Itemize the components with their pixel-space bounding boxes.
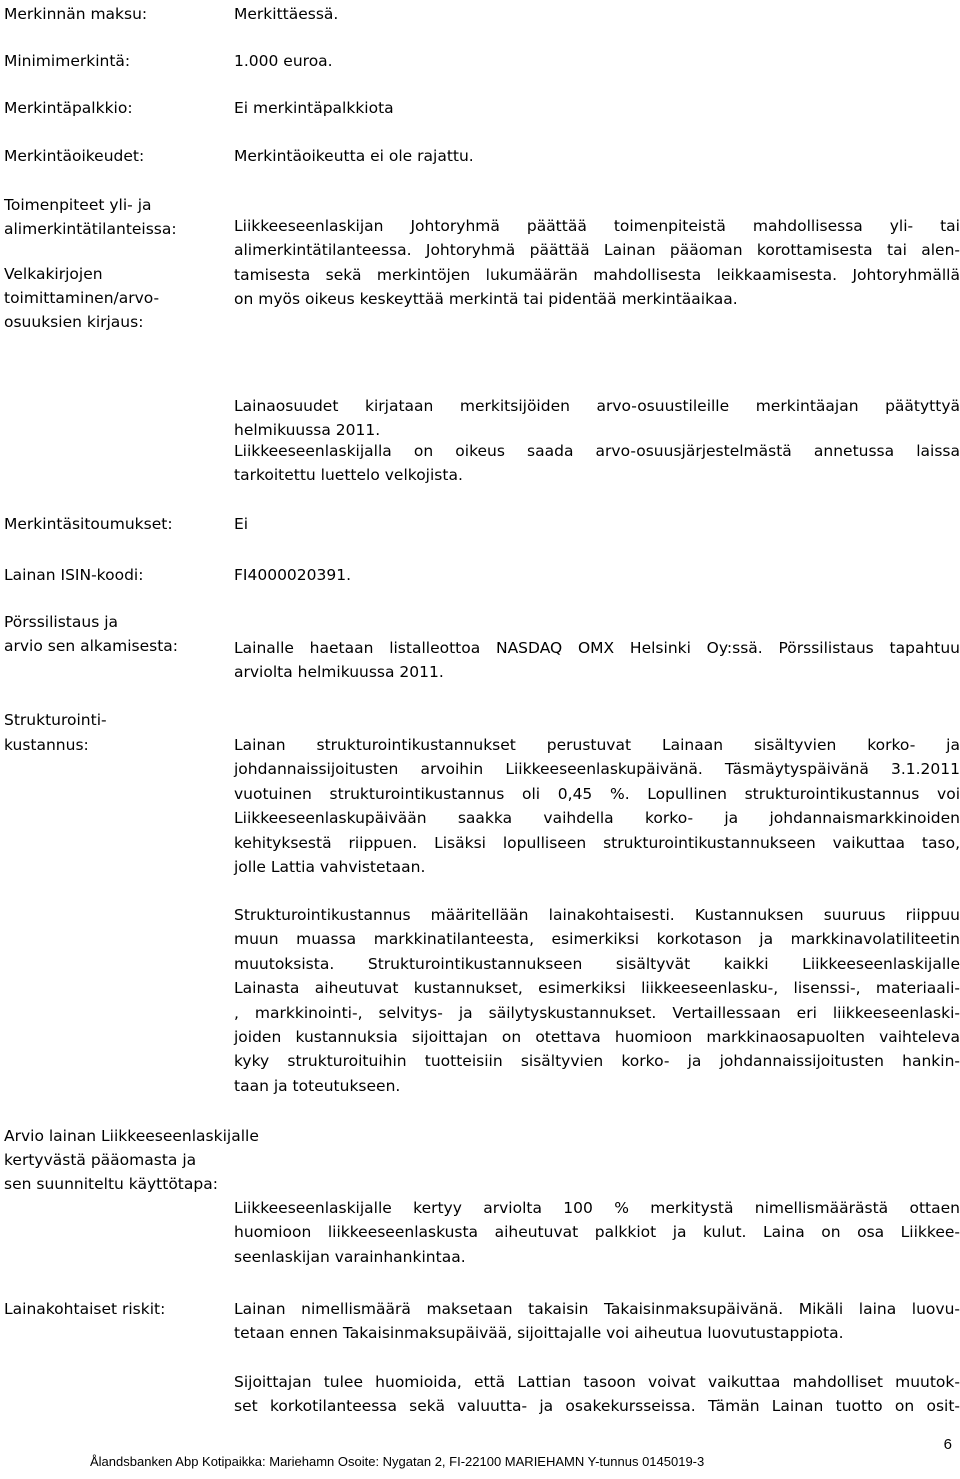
field-label: kertyvästä pääomasta ja [4, 1151, 197, 1169]
field-label: Minimimerkintä: [4, 52, 131, 70]
field-label: Velkakirjojen [4, 265, 103, 283]
field-paragraph [234, 214, 960, 312]
field-label: Merkintäsitoumukset: [4, 515, 173, 533]
text-line: Lainan nimellismäärä maksetaan takaisin Takaisinmaksupäivänä. Mikäli laina luovu- [234, 1300, 960, 1318]
field-value: Merkintäoikeutta ei ole rajattu. [234, 147, 474, 165]
field-value: Merkittäessä. [234, 5, 339, 23]
text-line: muun muassa markkinatilanteesta, esimerkiksi korkotason ja markkinavolatiliteetin [234, 930, 960, 949]
field-label: kustannus: [4, 736, 89, 754]
text-line: joiden kustannuksia sijoittajan on otettava huomioon markkinaosapuolten vaihteleva [234, 1027, 960, 1046]
text-line: tamisesta sekä merkintöjen lukumäärän mahdollisesta leikkaamisesta. Johtoryhmällä [234, 265, 960, 284]
field-paragraph [234, 636, 960, 685]
field-label: Toimenpiteet yli- ja [4, 196, 152, 214]
text-line: on myös oikeus keskeyttää merkintä tai pidentää merkintäaikaa. [234, 290, 738, 309]
text-line: tarkoitettu luettelo velkojista. [234, 466, 463, 485]
field-label: osuuksien kirjaus: [4, 313, 144, 331]
field-label: alimerkintätilanteissa: [4, 220, 177, 238]
field-label: Arvio lainan Liikkeeseenlaskijalle [4, 1127, 259, 1145]
text-line: Liikkeeseenlaskijan Johtoryhmä päättää toimenpiteistä mahdollisessa yli- tai [234, 217, 960, 235]
text-line: johdannaissijoitusten arvoihin Liikkeeseenlaskupäivänä. Täsmäytyspäivänä 3.1.2011 [234, 760, 960, 779]
field-paragraph [234, 439, 960, 488]
field-label: Merkinnän maksu: [4, 5, 148, 23]
field-label: Merkintäpalkkio: [4, 99, 133, 117]
text-line: muutoksista. Strukturointikustannukseen sisältyvät kaikki Liikkeeseenlaskijalle [234, 954, 960, 973]
field-paragraph [234, 1196, 960, 1269]
text-line: seenlaskijan varainhankintaa. [234, 1247, 466, 1266]
field-label: toimittaminen/arvo- [4, 289, 160, 307]
field-label: Lainan ISIN-koodi: [4, 566, 144, 584]
field-paragraph [234, 733, 960, 879]
field-label: Merkintäoikeudet: [4, 147, 145, 165]
text-line: , markkinointi-, selvitys- ja säilytyskustannukset. Vertaillessaan eri liikkeeseenlaski- [234, 1003, 960, 1022]
text-line: kehityksestä riippuen. Lisäksi lopulliseen strukturointikustannukseen vaikuttaa taso, [234, 833, 960, 852]
field-paragraph [234, 903, 960, 1098]
field-value: Ei merkintäpalkkiota [234, 99, 394, 117]
text-line: vuotuinen strukturointikustannus oli 0,45 %. Lopullinen strukturointikustannus voi [234, 784, 960, 803]
field-label: Strukturointi- [4, 711, 107, 729]
text-line: taan ja toteutukseen. [234, 1076, 401, 1095]
text-line: Liikkeeseenlaskijalle kertyy arviolta 100 % merkitystä nimellismäärästä ottaen [234, 1199, 960, 1217]
field-value: Ei [234, 515, 249, 533]
text-line: tetaan ennen Takaisinmaksupäivää, sijoittajalle voi aiheutua luovutustappiota. [234, 1324, 844, 1343]
field-label: Lainakohtaiset riskit: [4, 1300, 166, 1318]
field-paragraph [234, 1370, 960, 1419]
text-line: helmikuussa 2011. [234, 421, 381, 440]
page-number: 6 [943, 1436, 952, 1453]
text-line: set korkotilanteessa sekä valuutta- ja osakekursseissa. Tämän Lainan tuotto on osit- [234, 1397, 960, 1416]
text-line: Lainan strukturointikustannukset perustuvat Lainaan sisältyvien korko- ja [234, 736, 960, 754]
text-line: Lainasta aiheutuvat kustannukset, esimerkiksi liikkeeseenlasku-, lisenssi-, materiaali- [234, 979, 960, 998]
field-label: sen suunniteltu käyttötapa: [4, 1175, 218, 1193]
field-label: arvio sen alkamisesta: [4, 637, 179, 655]
field-paragraph [234, 394, 960, 443]
page-footer: Ålandsbanken Abp Kotipaikka: Mariehamn Osoite: Nygatan 2, FI-22100 MARIEHAMN Y-tunnus 0145019-3 [90, 1454, 705, 1469]
text-line: Liikkeeseenlaskupäivään saakka vaihdella korko- ja johdannaismarkkinoiden [234, 809, 960, 828]
text-line: Sijoittajan tulee huomioida, että Lattian tasoon voivat vaikuttaa mahdolliset muutok- [234, 1373, 960, 1391]
text-line: arviolta helmikuussa 2011. [234, 663, 444, 682]
text-line: Lainaosuudet kirjataan merkitsijöiden arvo-osuustileille merkintäajan päätyttyä [234, 397, 960, 415]
field-value: FI4000020391. [234, 566, 352, 584]
field-value: 1.000 euroa. [234, 52, 333, 70]
text-line: Liikkeeseenlaskijalla on oikeus saada arvo-osuusjärjestelmästä annetussa laissa [234, 442, 960, 460]
text-line: Strukturointikustannus määritellään lainakohtaisesti. Kustannuksen suuruus riippuu [234, 906, 960, 924]
text-line: huomioon liikkeeseenlaskusta aiheutuvat palkkiot ja kulut. Laina on osa Liikkee- [234, 1223, 960, 1242]
field-paragraph [234, 1297, 960, 1346]
text-line: kyky strukturoituihin tuotteisiin sisältyvien korko- ja johdannaissijoitusten hankin- [234, 1052, 960, 1071]
text-line: alimerkintätilanteessa. Johtoryhmä päättää Lainan pääoman korottamisesta tai alen- [234, 241, 960, 260]
text-line: Lainalle haetaan listalleottoa NASDAQ OMX Helsinki Oy:ssä. Pörssilistaus tapahtuu [234, 639, 960, 657]
text-line: jolle Lattia vahvistetaan. [234, 857, 426, 876]
field-label: Pörssilistaus ja [4, 613, 119, 631]
